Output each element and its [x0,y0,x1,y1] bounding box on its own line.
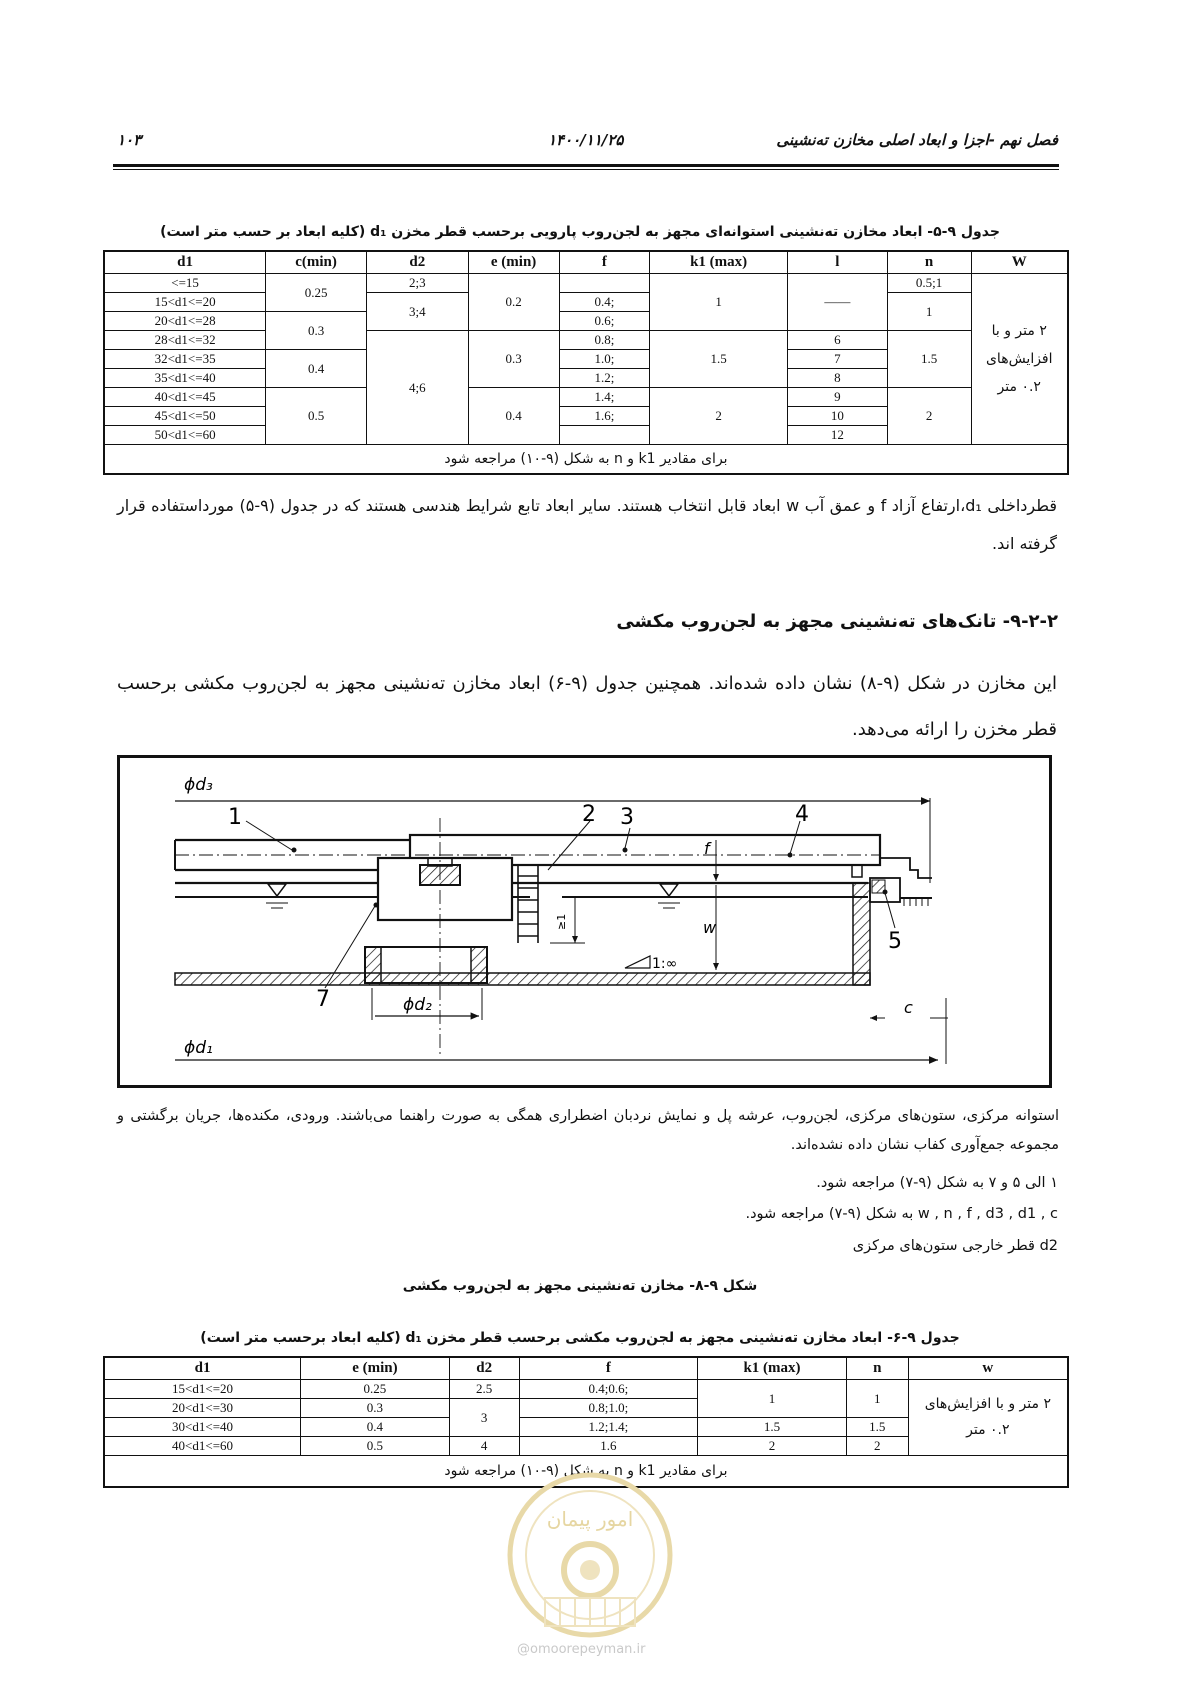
table-cell: 0.6; [559,311,650,330]
label-w: w [703,918,717,937]
page-number: ۱۰۳ [117,131,142,149]
t1-col-k1: k1 (max) [650,251,788,273]
table-cell: 6 [787,330,887,349]
table-cell: 0.3 [266,311,367,349]
paragraph-1: قطرداخلی d₁،ارتفاع آزاد f و عمق آب w ابعاد قابل انتخاب هستند. سایر ابعاد تابع شرایط هندسی هستند که در جدول (۹-۵) مورداستفاده قرار گرفته اند. [117,496,1058,553]
table-cell: 1 [698,1379,847,1417]
table1-caption: جدول ۹-۵- ابعاد مخازن ته‌نشینی استوانه‌ای مجهز به لجن‌روب پارویی برحسب قطر مخزن d₁ (کلیه ابعاد بر حسب متر است) [160,224,1000,240]
table-cell [559,425,650,444]
table-cell: 2 [698,1436,847,1455]
t1-col-d1: d1 [104,251,266,273]
table-cell: 1.5 [846,1417,908,1436]
table-cell: 0.3 [468,330,559,387]
table-cell: 2;3 [366,273,468,292]
table-cell: 9 [787,387,887,406]
label-k1: ≥1 [555,913,568,930]
table-cell: 3;4 [366,292,468,330]
table-cell: 7 [787,349,887,368]
label-4: 4 [795,802,809,827]
settling-tank-diagram [120,758,1049,1085]
t1-col-c: c(min) [266,251,367,273]
table-cell: 15<d1<=20 [104,292,266,311]
table-cell: <=15 [104,273,266,292]
label-slope: 1:∞ [652,956,678,972]
table-cell: 1.5 [887,330,971,387]
table-cell: 40<d1<=60 [104,1436,301,1455]
t2-col-d1: d1 [104,1357,301,1379]
header-rule-thin [113,169,1059,170]
tank-wall [853,883,870,985]
label-d2: ϕd₂ [403,995,432,1015]
t2-col-n: n [846,1357,908,1379]
tank-floor [175,973,870,985]
table-cell: 50<d1<=60 [104,425,266,444]
t2-col-d2: d2 [449,1357,519,1379]
label-7: 7 [316,987,330,1012]
figure-note-3: w , n , f , d3 , d1 , c به شکل (۹-۷) مراجعه شود. [745,1206,1058,1222]
table-cell: 0.5;1 [887,273,971,292]
label-c: c [904,998,913,1017]
table-cell: 1.6 [519,1436,698,1455]
table-cell: 1.5 [650,330,788,387]
table-cell: 1.2;1.4; [519,1417,698,1436]
table-cell [559,273,650,292]
label-5: 5 [888,929,902,954]
table-cell: 1.6; [559,406,650,425]
table-cell: 35<d1<=40 [104,368,266,387]
table-cell: 1 [650,273,788,330]
table2 [103,1356,1069,1488]
table-cell: 2.5 [449,1379,519,1398]
table-cell: 2 [887,387,971,444]
table-cell: ۲ متر و با افزایش‌های ۰.۲ متر [908,1379,1068,1455]
t1-col-e: e (min) [468,251,559,273]
table-cell: 0.25 [301,1379,450,1398]
figure-note-1: استوانه مرکزی، ستون‌های مرکزی، لجن‌روب، عرشه پل و نمایش نردبان اضطراری همگی به صورت راهنما می‌باشند. ورودی، مکنده‌ها، جریان برگشتی و مجموعه جمع‌آوری کفاب نشان داده نشده‌اند. [117,1108,1059,1153]
table-cell: 0.3 [301,1398,450,1417]
label-d1: ϕd₁ [184,1038,213,1058]
table-cell: 3 [449,1398,519,1436]
table-cell: 12 [787,425,887,444]
table-cell: 1.2; [559,368,650,387]
table-cell: 2 [650,387,788,444]
seal-text: امور پیمان [546,1507,634,1531]
t2-col-w: w [908,1357,1068,1379]
table2-footer: برای مقادیر k1 و n به شکل (۹-۱۰) مراجعه شود [104,1455,1068,1487]
table-cell: 0.25 [266,273,367,311]
table-cell: 1.0; [559,349,650,368]
table-cell: 1.4; [559,387,650,406]
figure-caption: شکل ۹-۸- مخازن ته‌نشینی مجهز به لجن‌روب مکشی [402,1278,758,1294]
chapter-title: فصل نهم -اجزا و ابعاد اصلی مخازن ته‌نشینی [776,131,1058,149]
t2-col-k1: k1 (max) [698,1357,847,1379]
t1-col-f: f [559,251,650,273]
table-cell: 40<d1<=45 [104,387,266,406]
t1-col-n: n [887,251,971,273]
table-cell: 20<d1<=30 [104,1398,301,1417]
table1-footer: برای مقادیر k1 و n به شکل (۹-۱۰) مراجعه شود [104,444,1068,474]
table-cell: 0.5 [301,1436,450,1455]
table-cell: 45<d1<=50 [104,406,266,425]
table-cell: 0.8; [559,330,650,349]
table-cell: 2 [846,1436,908,1455]
table-cell: 1.5 [698,1417,847,1436]
paragraph-2: این مخازن در شکل (۹-۸) نشان داده شده‌اند. همچنین جدول (۹-۶) ابعاد مخازن ته‌نشینی مجهز به لجن‌روب مکشی برحسب قطر مخزن را ارائه می‌دهد. [117,673,1058,740]
label-d3: ϕd₃ [184,775,213,795]
t1-col-l: l [787,251,887,273]
table-cell: 0.5 [266,387,367,444]
watermark-seal [505,1470,675,1640]
header-date: ۱۴۰۰/۱۱/۲۵ [548,131,624,149]
table-cell: 1 [846,1379,908,1417]
watermark-url: @omoorepeyman.ir [517,1642,646,1657]
table-cell: ۲ متر و با افزایش‌های ۰.۲ متر [971,273,1068,444]
table-cell: 15<d1<=20 [104,1379,301,1398]
t1-col-w: W [971,251,1068,273]
table-cell: —— [787,273,887,330]
table-cell: 8 [787,368,887,387]
table-cell: 0.4 [468,387,559,444]
label-3: 3 [620,805,634,830]
label-1: 1 [228,805,242,830]
table-cell: 4;6 [366,330,468,444]
t2-col-e: e (min) [301,1357,450,1379]
table-cell: 0.4; [559,292,650,311]
label-2: 2 [582,802,596,827]
table-cell: 32<d1<=35 [104,349,266,368]
table-cell: 1 [887,292,971,330]
figure-note-4: d2 قطر خارجی ستون‌های مرکزی [852,1238,1058,1254]
header-rule [113,164,1059,167]
figure-frame [117,755,1052,1088]
table-cell: 20<d1<=28 [104,311,266,330]
table-cell: 0.8;1.0; [519,1398,698,1417]
table-cell: 0.4 [301,1417,450,1436]
table-cell: 0.4;0.6; [519,1379,698,1398]
t1-col-d2: d2 [366,251,468,273]
table-cell: 30<d1<=40 [104,1417,301,1436]
table-cell: 10 [787,406,887,425]
t2-col-f: f [519,1357,698,1379]
section-title: ۹-۲-۲- تانک‌های ته‌نشینی مجهز به لجن‌روب مکشی [616,611,1058,632]
label-f: f [704,839,710,858]
table-cell: 0.4 [266,349,367,387]
table1 [103,250,1069,475]
table-cell: 0.2 [468,273,559,330]
table-cell: 4 [449,1436,519,1455]
figure-note-2: ۱ الی ۵ و ۷ به شکل (۹-۷) مراجعه شود. [816,1175,1058,1191]
table-cell: 28<d1<=32 [104,330,266,349]
table2-caption: جدول ۹-۶- ابعاد مخازن ته‌نشینی مجهز به لجن‌روب مکشی برحسب قطر مخزن d₁ (کلیه ابعاد برحسب متر است) [200,1330,960,1346]
